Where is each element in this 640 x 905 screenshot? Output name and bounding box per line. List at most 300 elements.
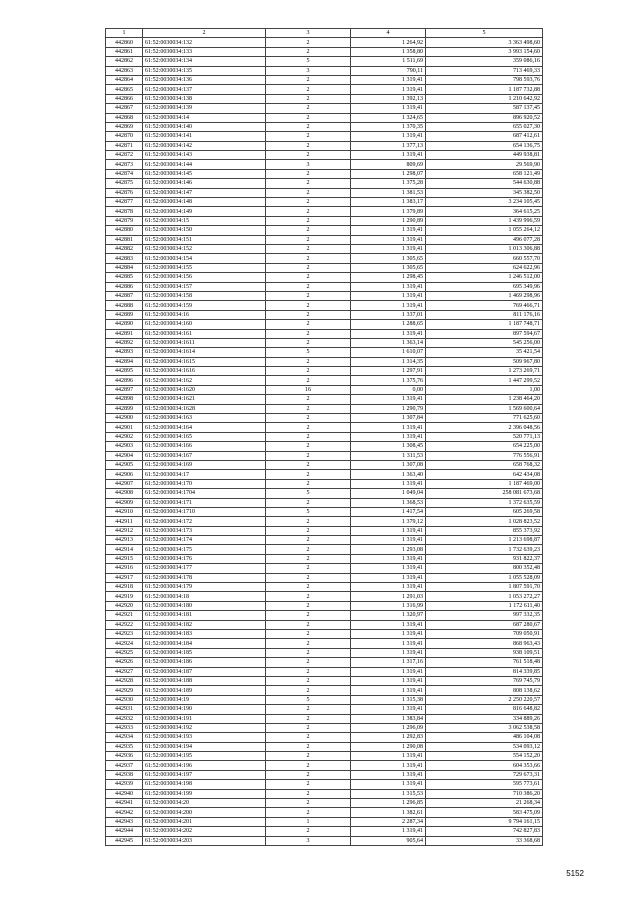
table-cell: 442914 [106, 545, 143, 554]
table-row [106, 460, 543, 469]
table-cell: 61:52:0030034:154 [143, 254, 266, 263]
table-cell: 695 349,96 [426, 282, 543, 291]
table-cell: 1 315,53 [351, 789, 426, 798]
table-cell: 2 [266, 141, 351, 150]
table-cell: 1 375,28 [351, 179, 426, 188]
table-cell: 687 412,61 [426, 132, 543, 141]
table-row [106, 808, 543, 817]
table-cell: 442900 [106, 414, 143, 423]
table-row [106, 198, 543, 207]
table-row [106, 282, 543, 291]
table-cell: 442938 [106, 770, 143, 779]
table-cell: 808 138,62 [426, 686, 543, 695]
table-cell: 1 305,65 [351, 263, 426, 272]
column-header-1: 1 [106, 29, 143, 38]
table-row [106, 338, 543, 347]
table-row [106, 470, 543, 479]
table-row [106, 564, 543, 573]
table-cell: 2 [266, 667, 351, 676]
table-cell: 1 319,41 [351, 301, 426, 310]
table-cell: 442911 [106, 517, 143, 526]
table-cell: 61:52:0030034:15 [143, 216, 266, 225]
table-cell: 442912 [106, 526, 143, 535]
table-row [106, 827, 543, 836]
table-cell: 61:52:0030034:185 [143, 648, 266, 657]
table-row [106, 216, 543, 225]
table-cell: 61:52:0030034:189 [143, 686, 266, 695]
table-cell: 1 273 269,71 [426, 367, 543, 376]
table-cell: 1 246 512,00 [426, 273, 543, 282]
table-cell: 61:52:0030034:144 [143, 160, 266, 169]
table-cell: 61:52:0030034:165 [143, 432, 266, 441]
table-cell: 61:52:0030034:203 [143, 836, 266, 845]
table-cell: 2 [266, 132, 351, 141]
table-cell: 1 296,85 [351, 799, 426, 808]
table-row [106, 536, 543, 545]
table-cell: 2 [266, 226, 351, 235]
table-cell: 61:52:0030034:143 [143, 151, 266, 160]
table-body [106, 38, 543, 846]
table-cell: 1 319,41 [351, 770, 426, 779]
table-cell: 1 238 464,20 [426, 395, 543, 404]
table-row [106, 780, 543, 789]
table-cell: 61:52:0030034:17 [143, 470, 266, 479]
table-cell: 1 319,41 [351, 85, 426, 94]
table-row [106, 226, 543, 235]
table-cell: 1 319,41 [351, 573, 426, 582]
table-row [106, 836, 543, 845]
table-cell: 2 [266, 799, 351, 808]
table-cell: 1 319,41 [351, 75, 426, 84]
table-cell: 1 319,41 [351, 244, 426, 253]
table-cell: 442899 [106, 404, 143, 413]
table-cell: 61:52:0030034:175 [143, 545, 266, 554]
table-cell: 2 [266, 583, 351, 592]
table-cell: 771 625,60 [426, 414, 543, 423]
table-cell: 2 [266, 601, 351, 610]
table-cell: 520 771,13 [426, 432, 543, 441]
table-row [106, 770, 543, 779]
table-cell: 2 396 048,56 [426, 423, 543, 432]
table-cell: 442929 [106, 686, 143, 695]
table-row [106, 639, 543, 648]
table-cell: 61:52:0030034:157 [143, 282, 266, 291]
table-cell: 442864 [106, 75, 143, 84]
table-cell: 442865 [106, 85, 143, 94]
table-cell: 442884 [106, 263, 143, 272]
table-cell: 1 210 642,92 [426, 94, 543, 103]
table-cell: 442918 [106, 583, 143, 592]
table-cell: 442895 [106, 367, 143, 376]
table-cell: 5 [266, 348, 351, 357]
table-cell: 61:52:0030034:167 [143, 451, 266, 460]
table-cell: 2 [266, 639, 351, 648]
table-cell: 654 136,75 [426, 141, 543, 150]
table-row [106, 526, 543, 535]
table-cell: 442902 [106, 432, 143, 441]
table-row [106, 320, 543, 329]
table-cell: 345 382,50 [426, 188, 543, 197]
table-cell: 1 447 299,52 [426, 376, 543, 385]
table-cell: 61:52:0030034:1621 [143, 395, 266, 404]
table-cell: 61:52:0030034:139 [143, 104, 266, 113]
table-cell: 61:52:0030034:141 [143, 132, 266, 141]
table-cell: 2 [266, 273, 351, 282]
table-cell: 442862 [106, 57, 143, 66]
table-cell: 1 319,41 [351, 432, 426, 441]
table-cell: 442909 [106, 498, 143, 507]
table-cell: 442922 [106, 620, 143, 629]
table-cell: 1 319,41 [351, 226, 426, 235]
table-cell: 997 332,35 [426, 611, 543, 620]
table-cell: 1 290,79 [351, 404, 426, 413]
table-cell: 496 077,28 [426, 235, 543, 244]
table-cell: 1 319,41 [351, 676, 426, 685]
table-cell: 1 319,41 [351, 620, 426, 629]
table-cell: 1 319,41 [351, 395, 426, 404]
table-cell: 61:52:0030034:179 [143, 583, 266, 592]
table-cell: 2 [266, 827, 351, 836]
table-cell: 868 963,43 [426, 639, 543, 648]
table-cell: 61:52:0030034:171 [143, 498, 266, 507]
table-cell: 61:52:0030034:199 [143, 789, 266, 798]
table-cell: 2 [266, 179, 351, 188]
table-cell: 9 794 161,15 [426, 817, 543, 826]
table-cell: 442866 [106, 94, 143, 103]
table-cell: 896 920,52 [426, 113, 543, 122]
table-cell: 442885 [106, 273, 143, 282]
table-cell: 442908 [106, 489, 143, 498]
table-cell: 442873 [106, 160, 143, 169]
table-cell: 1 288,65 [351, 320, 426, 329]
table-cell: 2 [266, 770, 351, 779]
table-cell: 1 293,08 [351, 545, 426, 554]
table-cell: 798 593,76 [426, 75, 543, 84]
table-cell: 816 648,82 [426, 705, 543, 714]
table-row [106, 151, 543, 160]
table-row [106, 141, 543, 150]
table-cell: 442860 [106, 38, 143, 47]
table-cell: 1 392,13 [351, 94, 426, 103]
table-cell: 61:52:0030034:134 [143, 57, 266, 66]
table-cell: 1 319,41 [351, 648, 426, 657]
table-cell: 2 [266, 216, 351, 225]
table-cell: 359 086,16 [426, 57, 543, 66]
table-cell: 654 225,00 [426, 442, 543, 451]
data-table [105, 28, 543, 846]
table-cell: 61:52:0030034:173 [143, 526, 266, 535]
table-row [106, 85, 543, 94]
table-row [106, 498, 543, 507]
table-row [106, 404, 543, 413]
table-cell: 2 [266, 564, 351, 573]
table-cell: 442916 [106, 564, 143, 573]
table-cell: 442931 [106, 705, 143, 714]
table-cell: 2 [266, 620, 351, 629]
table-cell: 2 [266, 188, 351, 197]
table-cell: 442897 [106, 385, 143, 394]
table-cell: 61:52:0030034:166 [143, 442, 266, 451]
table-cell: 5 [266, 489, 351, 498]
table-cell: 61:52:0030034:133 [143, 47, 266, 56]
table-cell: 2 [266, 479, 351, 488]
table-row [106, 676, 543, 685]
table-cell: 61:52:0030034:172 [143, 517, 266, 526]
table-row [106, 733, 543, 742]
table-row [106, 47, 543, 56]
table-row [106, 113, 543, 122]
table-cell: 442930 [106, 695, 143, 704]
table-cell: 442919 [106, 592, 143, 601]
table-cell: 2 [266, 85, 351, 94]
table-cell: 442898 [106, 395, 143, 404]
table-cell: 61:52:0030034:161 [143, 329, 266, 338]
table-cell: 442874 [106, 169, 143, 178]
table-cell: 2 [266, 536, 351, 545]
table-cell: 442915 [106, 554, 143, 563]
table-cell: 449 938,81 [426, 151, 543, 160]
table-cell: 442876 [106, 188, 143, 197]
table-cell: 61:52:0030034:138 [143, 94, 266, 103]
table-cell: 1 290,08 [351, 742, 426, 751]
table-cell: 3 363 498,60 [426, 38, 543, 47]
table-cell: 2 [266, 423, 351, 432]
table-cell: 1 187 748,71 [426, 320, 543, 329]
table-cell: 334 889,26 [426, 714, 543, 723]
table-row [106, 630, 543, 639]
table-cell: 61:52:0030034:145 [143, 169, 266, 178]
table-cell: 2 [266, 742, 351, 751]
table-cell: 1 187 469,00 [426, 479, 543, 488]
table-cell: 1 319,41 [351, 639, 426, 648]
table-cell: 61:52:0030034:20 [143, 799, 266, 808]
table-cell: 2 [266, 414, 351, 423]
table-cell: 61:52:0030034:164 [143, 423, 266, 432]
table-cell: 1 298,07 [351, 169, 426, 178]
table-cell: 1 319,41 [351, 667, 426, 676]
table-cell: 61:52:0030034:196 [143, 761, 266, 770]
table-cell: 855 373,92 [426, 526, 543, 535]
table-cell: 61:52:0030034:1611 [143, 338, 266, 347]
table-row [106, 761, 543, 770]
table-cell: 61:52:0030034:1710 [143, 507, 266, 516]
table-cell: 442926 [106, 658, 143, 667]
table-row [106, 742, 543, 751]
table-row [106, 451, 543, 460]
table-cell: 61:52:0030034:184 [143, 639, 266, 648]
table-cell: 442890 [106, 320, 143, 329]
table-cell: 2 [266, 470, 351, 479]
table-row [106, 94, 543, 103]
table-row [106, 648, 543, 657]
table-cell: 442879 [106, 216, 143, 225]
table-cell: 442932 [106, 714, 143, 723]
table-cell: 61:52:0030034:1616 [143, 367, 266, 376]
table-cell: 442907 [106, 479, 143, 488]
table-cell: 3 [266, 66, 351, 75]
table-cell: 442877 [106, 198, 143, 207]
table-row [106, 723, 543, 732]
table-row [106, 329, 543, 338]
table-cell: 2 [266, 686, 351, 695]
table-cell: 61:52:0030034:158 [143, 291, 266, 300]
table-cell: 2 [266, 207, 351, 216]
table-cell: 2 [266, 357, 351, 366]
table-row [106, 517, 543, 526]
table-row [106, 38, 543, 47]
table-cell: 2 287,34 [351, 817, 426, 826]
table-cell: 61:52:0030034:155 [143, 263, 266, 272]
table-cell: 1 375,76 [351, 376, 426, 385]
table-row [106, 799, 543, 808]
table-cell: 2 [266, 761, 351, 770]
table-row [106, 705, 543, 714]
column-header-2: 2 [143, 29, 266, 38]
table-cell: 1 316,99 [351, 601, 426, 610]
table-cell: 2 [266, 38, 351, 47]
table-cell: 2 [266, 263, 351, 272]
table-cell: 2 [266, 733, 351, 742]
table-cell: 2 [266, 282, 351, 291]
table-cell: 61:52:0030034:146 [143, 179, 266, 188]
table-cell: 442913 [106, 536, 143, 545]
table-cell: 442863 [106, 66, 143, 75]
table-cell: 61:52:0030034:188 [143, 676, 266, 685]
table-cell: 61:52:0030034:140 [143, 122, 266, 131]
table-row [106, 667, 543, 676]
table-cell: 442867 [106, 104, 143, 113]
table-row [106, 714, 543, 723]
table-cell: 442937 [106, 761, 143, 770]
table-cell: 1,00 [426, 385, 543, 394]
table-cell: 2 [266, 611, 351, 620]
table-cell: 61:52:0030034:147 [143, 188, 266, 197]
table-cell: 1 028 823,52 [426, 517, 543, 526]
table-cell: 442936 [106, 752, 143, 761]
table-cell: 1 379,12 [351, 517, 426, 526]
table-cell: 3 234 105,45 [426, 198, 543, 207]
table-cell: 442881 [106, 235, 143, 244]
table-cell: 61:52:0030034:191 [143, 714, 266, 723]
table-cell: 544 630,88 [426, 179, 543, 188]
table-row [106, 188, 543, 197]
table-cell: 442886 [106, 282, 143, 291]
table-cell: 800 352,48 [426, 564, 543, 573]
table-cell: 931 822,37 [426, 554, 543, 563]
table-cell: 61:52:0030034:1704 [143, 489, 266, 498]
table-cell: 1 319,41 [351, 291, 426, 300]
table-cell: 61:52:0030034:187 [143, 667, 266, 676]
table-cell: 1 013 306,88 [426, 244, 543, 253]
table-cell: 61:52:0030034:160 [143, 320, 266, 329]
table-cell: 5 [266, 507, 351, 516]
table-cell: 2 [266, 752, 351, 761]
table-cell: 1 307,08 [351, 460, 426, 469]
table-row [106, 291, 543, 300]
table-cell: 1 319,41 [351, 827, 426, 836]
table-cell: 3 [266, 836, 351, 845]
table-cell: 729 673,31 [426, 770, 543, 779]
table-cell: 2 [266, 151, 351, 160]
table-row [106, 658, 543, 667]
table-cell: 442882 [106, 244, 143, 253]
table-row [106, 620, 543, 629]
table-cell: 2 [266, 338, 351, 347]
table-cell: 2 [266, 320, 351, 329]
table-cell: 442906 [106, 470, 143, 479]
table-cell: 624 622,96 [426, 263, 543, 272]
table-cell: 687 280,67 [426, 620, 543, 629]
table-row [106, 169, 543, 178]
table-cell: 61:52:0030034:1614 [143, 348, 266, 357]
table-cell: 2 [266, 714, 351, 723]
table-cell: 2 [266, 630, 351, 639]
table-cell: 2 [266, 94, 351, 103]
table-cell: 1 187 732,88 [426, 85, 543, 94]
table-row [106, 57, 543, 66]
table-cell: 442894 [106, 357, 143, 366]
table-row [106, 601, 543, 610]
table-cell: 1 372 635,59 [426, 498, 543, 507]
table-cell: 258 081 673,68 [426, 489, 543, 498]
table-cell: 2 [266, 113, 351, 122]
table-cell: 442888 [106, 301, 143, 310]
table-row [106, 132, 543, 141]
table-row [106, 66, 543, 75]
table-cell: 61:52:0030034:202 [143, 827, 266, 836]
table-cell: 1 311,53 [351, 451, 426, 460]
table-cell: 442861 [106, 47, 143, 56]
table-cell: 1 319,41 [351, 282, 426, 291]
table-cell: 1 264,92 [351, 38, 426, 47]
table-cell: 61:52:0030034:151 [143, 235, 266, 244]
table-cell: 442901 [106, 423, 143, 432]
table-cell: 2 [266, 301, 351, 310]
table-cell: 1 319,41 [351, 630, 426, 639]
table-cell: 442917 [106, 573, 143, 582]
table-cell: 2 [266, 198, 351, 207]
table-cell: 61:52:0030034:1615 [143, 357, 266, 366]
table-cell: 3 062 538,58 [426, 723, 543, 732]
table-cell: 1 315,38 [351, 695, 426, 704]
table-cell: 61:52:0030034:174 [143, 536, 266, 545]
table-row [106, 611, 543, 620]
table-cell: 1 055 264,12 [426, 226, 543, 235]
table-row [106, 385, 543, 394]
table-cell: 0,00 [351, 385, 426, 394]
table-cell: 1 363,40 [351, 470, 426, 479]
table-cell: 1 319,41 [351, 761, 426, 770]
table-cell: 776 556,91 [426, 451, 543, 460]
table-cell: 2 [266, 648, 351, 657]
table-cell: 442924 [106, 639, 143, 648]
table-cell: 595 773,61 [426, 780, 543, 789]
table-cell: 2 [266, 592, 351, 601]
table-cell: 2 [266, 676, 351, 685]
table-cell: 655 027,30 [426, 122, 543, 131]
table-cell: 605 269,58 [426, 507, 543, 516]
table-row [106, 357, 543, 366]
table-row [106, 395, 543, 404]
table-cell: 61:52:0030034:162 [143, 376, 266, 385]
table-cell: 61:52:0030034:148 [143, 198, 266, 207]
table-cell: 2 [266, 705, 351, 714]
table-cell: 61:52:0030034:183 [143, 630, 266, 639]
table-row [106, 104, 543, 113]
table-cell: 2 [266, 658, 351, 667]
table-cell: 442868 [106, 113, 143, 122]
table-cell: 61:52:0030034:182 [143, 620, 266, 629]
